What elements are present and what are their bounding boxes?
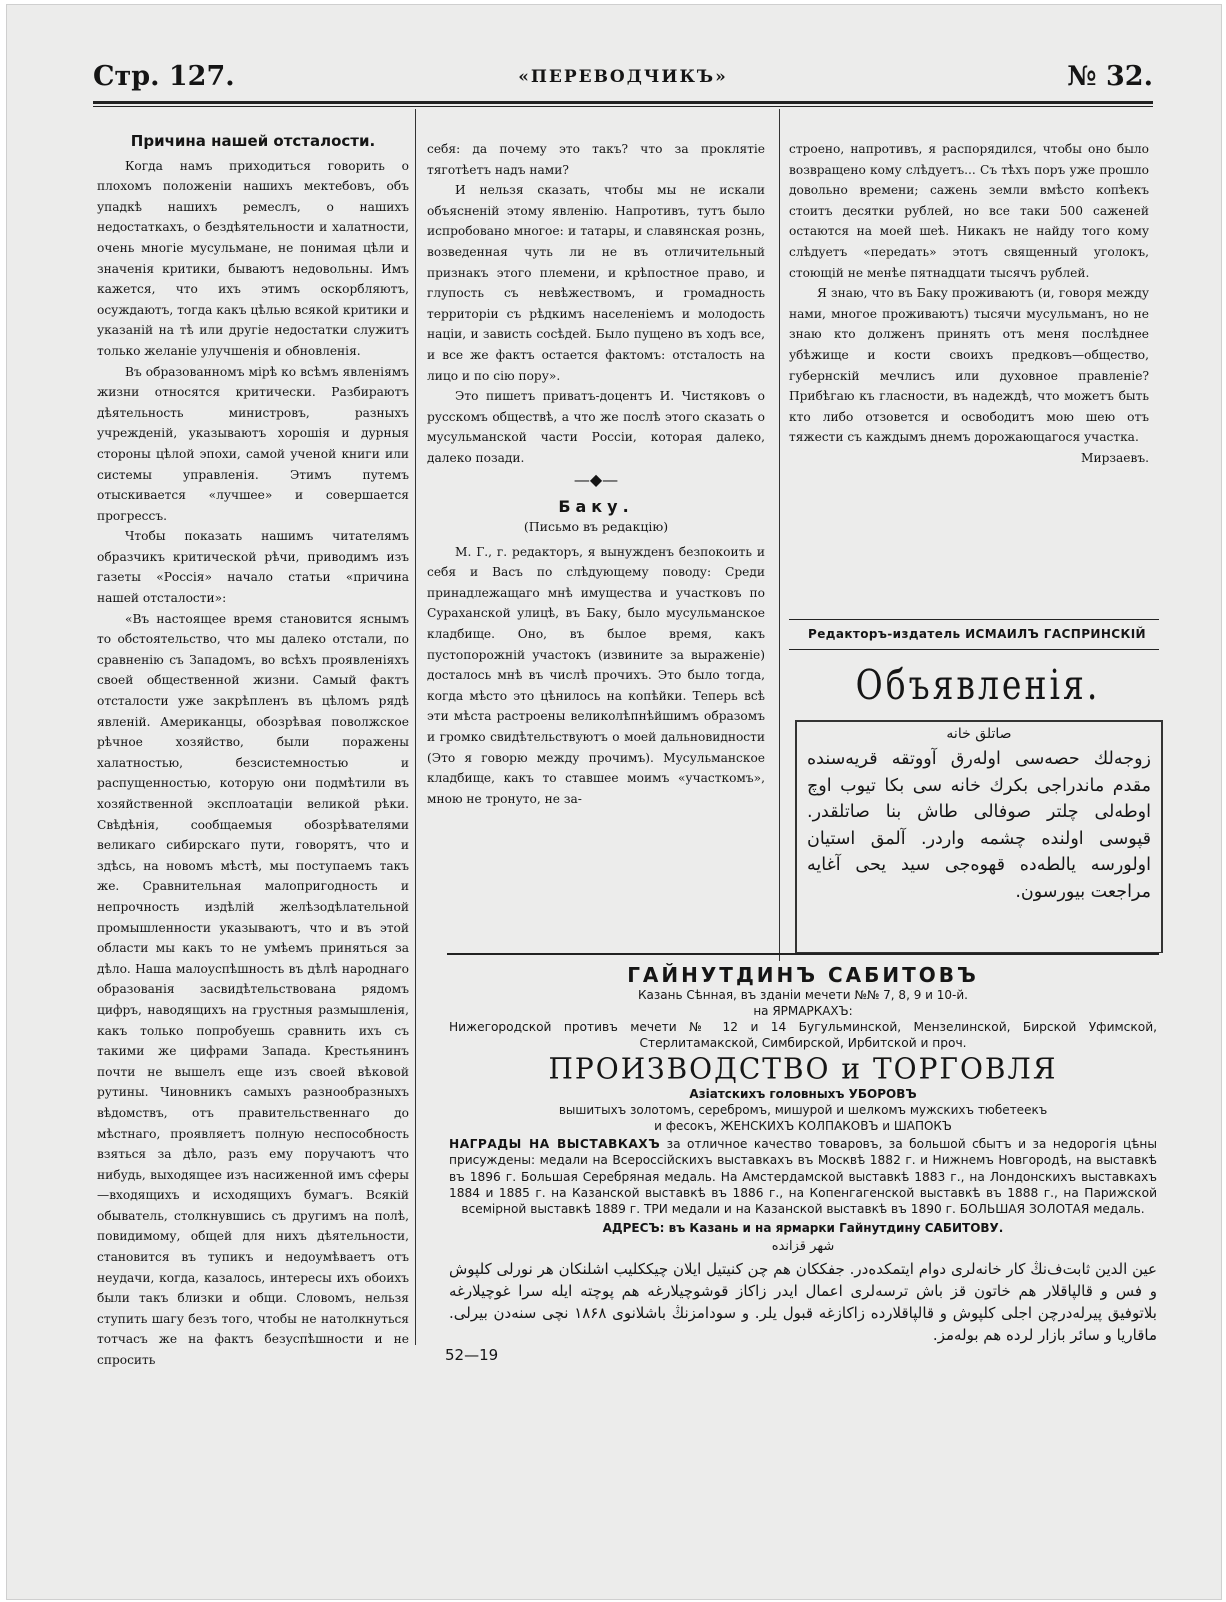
article-title: Причина нашей отсталости. <box>130 132 376 150</box>
page-header <box>93 61 1153 97</box>
article-paragraph: И нельзя сказать, чтобы мы не искали объясненiй этому явленiю. Напротивъ, тутъ было испробовано многое: и татары, и славянская рознь, возведенная чуть ли не въ отличительный признакъ этого племени, и крѣпостное право, и глупость съ невѣжествомъ, и громадность территорiи съ рѣдкимъ населенiемъ и молодость нацiи, и зависть сосѣдей. Было пущено въ ходъ все, и все же фактъ остается фактомъ: отсталость на лицо и по сiю пору». <box>427 183 765 383</box>
header-rule <box>93 101 1153 104</box>
arabic-ad-body: عين الدين ثابت‌ف‌نڭ كار خانەلری دوام ايتمكدەدر. جفككان هم چن كنيتيل ايلان چيككليب اشلنكان هر نورلی كلپوش و فس و قالپاقلار هم خاتون قز باش ترسەلری اعمال ايدر زاكاز قوشوچيلارغە هم پوچتە ايلە سرا غوچيلارغە بلاتوفيق پيرلەدرچن اجلی كلپوش و قالپاقلاردە زاكازغە قبول يلر. و سودامزنڭ باشلانوی ۱۸۶۸ نچی سنەدن بيرلی. ماقاريا و سائر بازار لردە هم بولەمز. <box>449 1259 1157 1344</box>
article-paragraph: Въ образованномъ мiрѣ ко всѣмъ явленiямъ жизни относятся критически. Разбираютъ дѣятельность министровъ, разныхъ учрежденiй, указываютъ хорошiя и дурныя стороны цѣлой эпохи, самой ученой книги или системы управленiя. Этимъ путемъ отыскивается «лучшее» и совершается прогрессъ. <box>97 364 409 523</box>
article-paragraph: строено, напротивъ, я распорядился, чтобы оно было возвращено кому слѣдуетъ... Съ тѣхъ поръ уже прошло довольно времени; сажень земли вмѣсто копѣекъ стоитъ десятки рублей, но все таки 500 саженей остаются на моей шеѣ. Никакъ не найду того кому слѣдуетъ «передать» этотъ священный уголокъ, стоющiй не менѣе пятнадцати тысячъ рублей. <box>789 142 1149 280</box>
article-paragraph: Чтобы показать нашимъ читателямъ образчикъ критической рѣчи, приводимъ изъ газеты «Россiя» начало статьи «причина нашей отсталости»: <box>97 529 409 606</box>
fairs-list: Нижегородской противъ мечети № 12 и 14 Бугульминской, Мензелинской, Бирской Уфимской, Стерлитамакской, Симбирской, Ирбитской и проч. <box>449 1020 1157 1051</box>
sale-advertisement <box>795 720 1163 953</box>
merchant-name: ГАЙНУТДИНЪ САБИТОВЪ <box>627 963 979 987</box>
goods-line: Азiатскихъ головныхъ УБОРОВЪ <box>689 1086 917 1101</box>
editor-publisher-line: Редакторъ-издатель ИСМАИЛЪ ГАСПРИНСКIЙ <box>808 627 1146 641</box>
column-divider-left <box>415 109 416 1345</box>
merchant-advertisement <box>445 963 1161 1364</box>
article-main <box>97 131 409 1371</box>
ad-serial-number: 52—19 <box>445 1345 499 1364</box>
letter-signature: Мирзаевъ. <box>1080 450 1149 465</box>
ads-heading: Объявленiя. <box>855 660 1101 709</box>
editor-rule <box>789 619 1159 620</box>
goods-line: и фесокъ, ЖЕНСКИХЪ КОЛПАКОВЪ и ШАПОКЪ <box>654 1118 952 1133</box>
merchant-address: Казань Сѣнная, въ зданiи мечети №№ 7, 8, 9 и 10-й. <box>638 988 968 1002</box>
baku-letter-end <box>789 139 1149 469</box>
issue-number: № 32. <box>1067 61 1153 92</box>
awards-text: за отличное качество товаровъ, за большой сбытъ и за недорогiя цѣны присуждены: медали на Всероссiйскихъ выставкахъ въ Москвѣ 1882 г. и Нижнемъ Новгородѣ, на выставкѣ въ 1896 г. Большая Серебряная медаль. На Амстердамской выставкѣ 1883 г., на Лондонскихъ выставкахъ 1884 и 1885 г. на Казанской выставкѣ въ 1886 г., на Копенгагенской выставкѣ въ 1888 г., на Парижской всемiрной выставкѣ 1889 г. ТРИ медали и на Казанской выставкѣ въ 1890 г. БОЛЬШАЯ ЗОЛОТАЯ медаль. <box>449 1136 1158 1217</box>
goods-line: вышитыхъ золотомъ, серебромъ, мишурой и шелкомъ мужскихъ тюбетеекъ <box>558 1102 1048 1117</box>
page-number: Стр. 127. <box>93 61 235 92</box>
article-continuation <box>427 139 765 809</box>
baku-letter-title: Баку. <box>558 496 634 516</box>
newspaper-page <box>43 45 1183 1585</box>
ad-top-rule <box>447 953 1159 955</box>
article-paragraph: Это пишетъ приватъ-доцентъ И. Чистяковъ о русскомъ обществѣ, а что же послѣ этого сказать о мусульманской части Россiи, которая далеко, далеко позади. <box>427 389 765 465</box>
arabic-heading: شهر قزانده <box>771 1238 835 1254</box>
editor-rule-bottom <box>789 649 1159 650</box>
sale-ad-body: زوجەلك حصەسی اولەرق آووتقه قريەسندە مقدم ماندراجی بكرك خانه سی بكا تيوب اوچ اوطەلی چلتر صوفالی طاش بنا صاتلقدر. قپوسی اولندە چشمە واردر. آلمق استيان اولورسە يالطەدە قهوەجی سيد يحی آغايە مراجعت بيورسون. <box>807 749 1151 902</box>
article-paragraph: М. Г., г. редакторъ, я вынужденъ безпокоить и себя и Васъ по слѣдующему поводу: Среди принадлежащаго мнѣ имущества и участковъ по Сураханской улицѣ, въ Баку, было мусульманское кладбище. Оно, въ былое время, какъ пустопорожнiй участокъ (извините за выраженiе) досталось мнѣ въ числѣ прочихъ. Это было тогда, когда мѣсто это цѣнилось на копѣйки. Теперь всѣ эти мѣста растроены великолѣпнѣйшимъ образомъ и громко свидѣтельствуютъ о моей дальновидности (Это я говорю между прочимъ). Мусульманское кладбище, какъ то ставшее моимъ «участкомъ», мною не тронуто, не за- <box>427 544 765 806</box>
contact-address: АДРЕСЪ: въ Казань и на ярмарки Гайнутдину САБИТОВУ. <box>602 1220 1004 1235</box>
production-heading: ПРОИЗВОДСТВО и ТОРГОВЛЯ <box>548 1050 1058 1086</box>
awards-heading: НАГРАДЫ НА ВЫСТАВКАХЪ <box>449 1136 661 1151</box>
ornament-divider: —◆— <box>573 469 619 489</box>
header-rule-thin <box>93 106 1153 107</box>
article-paragraph: Когда намъ приходиться говорить о плохомъ положенiи нашихъ мектебовъ, объ упадкѣ нашихъ ремеслъ, о нашихъ недостаткахъ, о бездѣятельности и халатности, очень многiе мусульмане, не понимая цѣли и значенiя критики, бываютъ недовольны. Имъ кажется, что ихъ этимъ оскорбляютъ, осуждаютъ, тогда какъ цѣлью всякой критики и указанiй на тѣ или другiе недостатки служитъ только желанiе улучшенiя и обновленiя. <box>97 158 409 358</box>
newspaper-scan <box>6 4 1222 1600</box>
article-paragraph: «Въ настоящее время становится яснымъ то обстоятельство, что мы далеко отстали, по сравненiю съ Западомъ, во всѣхъ проявленiяхъ своей общественной жизни. Самый фактъ отсталости уже закрѣпленъ въ цѣломъ рядѣ явленiй. Американцы, обозрѣвая поволжское рѣчное хозяйство, были поражены халатностью, безсистемностью и распущенностью, которую они подмѣтили въ хозяйственной эксплоатацiи великой рѣки. Свѣдѣнiя, сообщаемыя обозрѣвателями великаго сибирскаго пути, говорятъ, что и здѣсь, на новомъ мѣстѣ, мы поступаемъ такъ же. Сравнительная малопригодность и непрочность издѣлiй желѣзодѣлательной промышленности указываютъ, что и въ этой области мы какъ то не умѣемъ приняться за дѣло. Наша малоуспѣшность въ дѣлѣ народнаго образованiя засвидѣтельствована рядомъ цифръ, наводящихъ на грустныя размышленiя, какъ только попробуешь сравнить ихъ съ такими же цифрами Запада. Крестьянинъ почти не вышелъ еще изъ своей вѣковой рутины. Чиновникъ самыхъ разнообразныхъ вѣдомствъ, отъ правительственнаго до мѣстнаго, проявляетъ полную неспособность взяться за дѣло, разъ ему поручаютъ что нибудь, выходящее изъ насиженной имъ сферы—входящихъ и исходящихъ бумагъ. Всякiй обыватель, столкнувшись съ другимъ на полѣ, повидимому, общей для нихъ дѣятельности, становится въ тупикъ и недоумѣваетъ отъ неудачи, когда, казалось, интересы ихъ обоихъ были такъ близки и общи. Словомъ, нельзя ступить шагу безъ того, чтобы не натолкнуться тотчасъ же на фактъ безуспѣшности и не спросить <box>97 611 409 1368</box>
baku-letter-subtitle: (Письмо въ редакцiю) <box>523 519 669 535</box>
newspaper-title: «ПЕРЕВОДЧИКЪ» <box>518 67 728 87</box>
fairs-label: на ЯРМАРКАХЪ: <box>753 1004 853 1018</box>
sale-ad-heading: صاتلق خانه <box>946 726 1012 742</box>
article-paragraph: себя: да почему это такъ? что за проклятiе тяготѣетъ надъ нами? <box>427 142 765 177</box>
article-paragraph: Я знаю, что въ Баку проживаютъ (и, говоря между нами, многое проживаютъ) тысячи мусульманъ, но не знаю кто долженъ принять отъ меня послѣднее убѣжище и кости своихъ предковъ—общество, губернскiй мечлисъ или духовное правленiе? Прибѣгаю къ гласности, въ надеждѣ, что можетъ быть кто либо отзовется и освободитъ мою шею отъ тяжести съ каждымъ днемъ дорожающагося участка. <box>789 286 1149 445</box>
column-divider-right <box>779 109 780 961</box>
